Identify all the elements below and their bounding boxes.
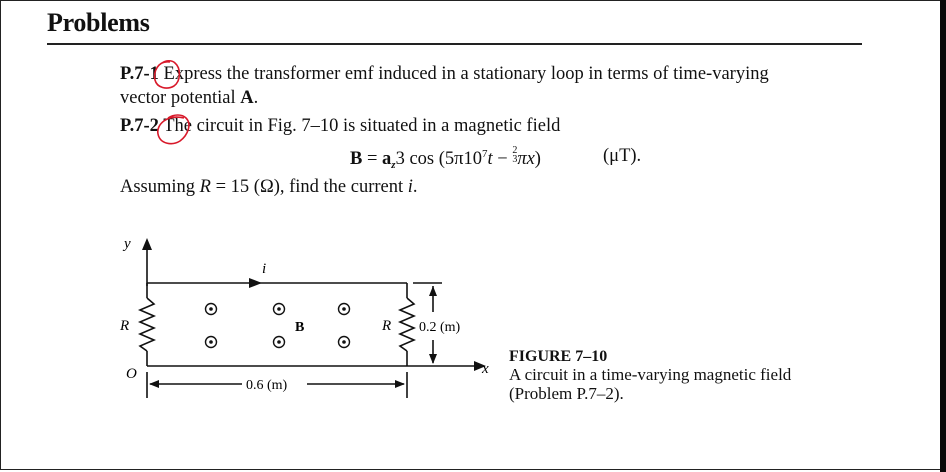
eq-subscript-z: z <box>391 159 396 171</box>
eq-unit-vector: a <box>382 149 392 169</box>
eq-frac-num: 2 <box>512 145 518 156</box>
eq-close: ) <box>534 149 541 169</box>
left-resistor <box>140 298 154 351</box>
label-y: y <box>124 236 131 252</box>
problem-1-text: Express the transformer emf induced in a stationary loop in terms of time-varying <box>163 64 769 84</box>
y-axis-arrow <box>142 238 152 250</box>
assume-i: i <box>407 177 413 197</box>
right-resistor <box>400 298 414 351</box>
b-field-dot-center <box>209 307 213 311</box>
assume-pre: Assuming <box>120 177 200 197</box>
b-field-dot-center <box>342 340 346 344</box>
dim-arrow-bottom <box>429 354 437 364</box>
label-current: i <box>262 261 267 277</box>
problem-1-vector-a: A <box>240 88 254 108</box>
problem-1-circled-digit: 1 <box>149 64 159 84</box>
figure-caption-line-2: (Problem P.7–2). <box>509 384 624 403</box>
section-title: Problems <box>47 8 150 37</box>
figure-caption-title: FIGURE 7–10 <box>509 348 608 365</box>
assume-mid: = 15 (Ω), find the current <box>210 177 408 197</box>
label-height: 0.2 (m) <box>419 320 461 335</box>
eq-cos: 3 cos (5π10 <box>395 149 482 169</box>
label-b-field: B <box>295 320 305 335</box>
problem-1-end: . <box>253 88 259 108</box>
label-x: x <box>482 361 489 377</box>
figure-caption-line-1: A circuit in a time-varying magnetic field <box>509 365 792 384</box>
eq-exponent: 7 <box>481 148 488 160</box>
label-resistor-left: R <box>120 318 130 334</box>
problem-2-number: P.7- <box>120 116 150 136</box>
label-resistor-right: R <box>382 318 392 334</box>
b-field-dot-center <box>277 340 281 344</box>
field-unit: (μT). <box>603 146 642 166</box>
label-origin: O <box>126 366 137 382</box>
b-field-dot-center <box>342 307 346 311</box>
eq-t: t <box>487 149 493 169</box>
b-field-dot-center <box>209 340 213 344</box>
problem-2-text: The circuit in Fig. 7–10 is situated in a magnetic field <box>163 116 561 136</box>
label-width: 0.6 (m) <box>246 378 288 393</box>
dim-arrow-top <box>429 286 437 296</box>
eq-equals: = <box>362 149 383 169</box>
problem-1-continuation: vector potential <box>120 88 241 108</box>
current-arrow <box>249 278 262 288</box>
field-markers <box>206 304 350 348</box>
assume-end: . <box>412 177 418 197</box>
problem-1-number: P.7- <box>120 64 150 84</box>
eq-b: B <box>350 149 363 169</box>
eq-minus: − <box>492 149 513 169</box>
dim-arrow-right <box>395 380 405 388</box>
eq-pi-x: πx <box>517 149 535 169</box>
problem-2-circled-digit: 2 <box>149 116 159 136</box>
assume-r: R <box>199 177 211 197</box>
dim-arrow-left <box>149 380 159 388</box>
eq-frac-den: 3 <box>512 154 518 165</box>
b-field-dot-center <box>277 307 281 311</box>
